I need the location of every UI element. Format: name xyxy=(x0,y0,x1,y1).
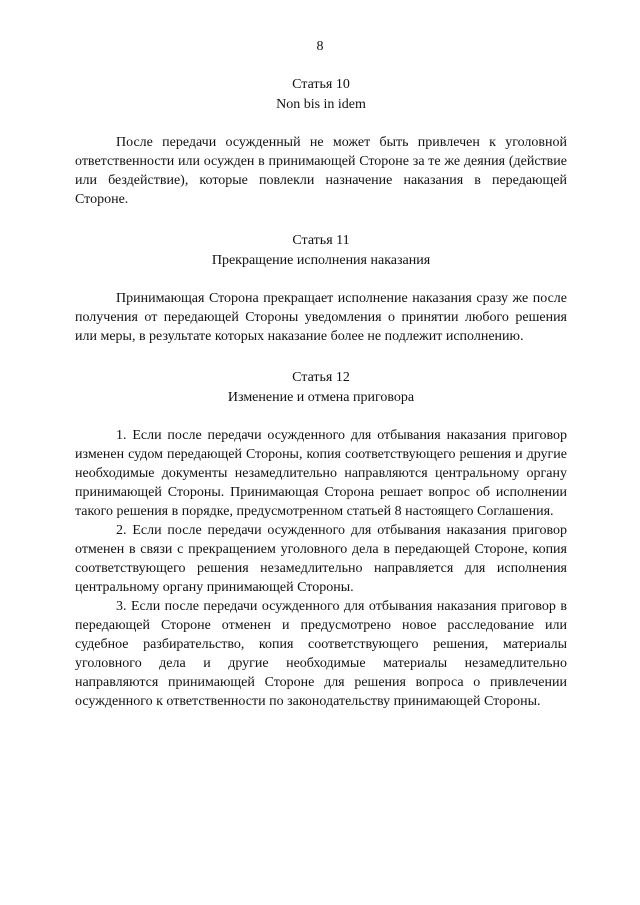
article-10 xyxy=(75,75,567,209)
article-heading xyxy=(75,75,567,115)
article-heading xyxy=(75,231,567,271)
article-paragraph-1: 1. Если после передачи осужденного для отбывания наказания приговор изменен судом передающей Стороны, копия соответствующего решения и другие необходимые документы незамедлительно направляются центральному органу принимающей Стороны. Принимающая Сторона решает вопрос об исполнении такого решения в порядке, предусмотренном статьей 8 настоящего Соглашения. xyxy=(75,428,567,519)
article-title: Изменение и отмена приговора xyxy=(227,390,415,405)
article-number: Статья 10 xyxy=(292,77,350,92)
article-paragraph-2: 2. Если после передачи осужденного для отбывания наказания приговор отменен в связи с прекращением уголовного дела в передающей Стороне, копия соответствующего решения незамедлительно направляется для исполнения центральному органу принимающей Стороны. xyxy=(75,523,567,595)
article-11 xyxy=(75,231,567,346)
article-number: Статья 11 xyxy=(292,233,350,248)
page-number: 8 xyxy=(316,39,324,54)
article-title: Прекращение исполнения наказания xyxy=(211,253,431,268)
document-body xyxy=(75,75,567,711)
article-12 xyxy=(75,368,567,711)
article-number: Статья 12 xyxy=(292,370,350,385)
article-paragraph: Принимающая Сторона прекращает исполнение наказания сразу же после получения от передающей Стороны уведомления о принятии любого решения или меры, в результате которых наказание более не подлежит исполнению. xyxy=(75,291,567,344)
article-title: Non bis in idem xyxy=(276,97,366,112)
article-paragraph-3: 3. Если после передачи осужденного для отбывания наказания приговор в передающей Стороне отменен и предусмотрено новое расследование или судебное разбирательство, копия соответствующего решения, материалы уголовного дела и другие необходимые материалы незамедлительно направляются принимающей Стороне для решения вопроса о привлечении осужденного к ответственности по законодательству принимающей Стороны. xyxy=(75,599,567,709)
article-paragraph: После передачи осужденный не может быть привлечен к уголовной ответственности или осужден в принимающей Стороне за те же деяния (действие или бездействие), которые повлекли назначение наказания в передающей Стороне. xyxy=(75,135,567,207)
article-heading xyxy=(75,368,567,408)
